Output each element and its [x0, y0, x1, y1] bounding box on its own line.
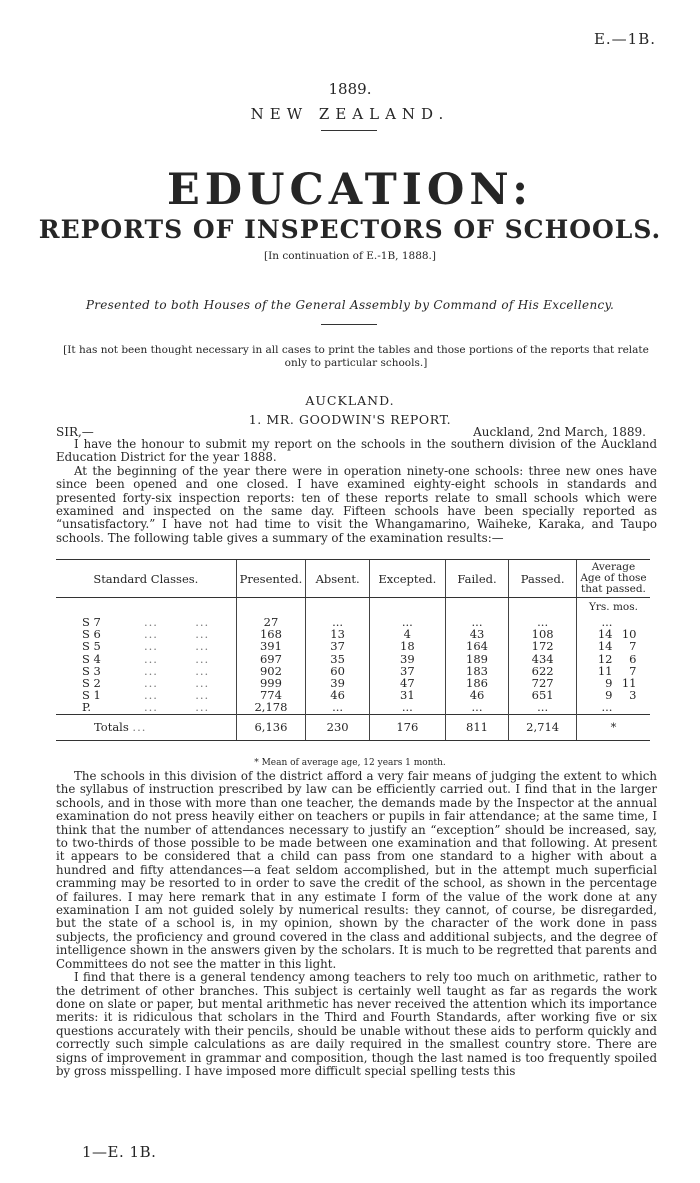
column-header: Failed.: [445, 560, 509, 598]
year-heading: 1889.: [328, 80, 372, 98]
age-cell: [576, 640, 650, 652]
age-months: 6: [629, 651, 637, 666]
table-cell: 108: [509, 628, 577, 640]
age-years: 14: [597, 627, 613, 642]
age-cell: [576, 616, 650, 628]
table-cell: 651: [509, 689, 577, 701]
table-cell: 27: [236, 616, 306, 628]
leader-dots: ... ...: [144, 676, 210, 691]
table-header-row: [56, 560, 650, 598]
column-header: Absent.: [306, 560, 370, 598]
body-text: [56, 770, 657, 1078]
paragraph: I have the honour to submit my report on the schools in the southern division of the Auckland Education District for the year 1888.: [56, 437, 657, 465]
table-cell: 189: [445, 653, 509, 665]
table-cell: 183: [445, 665, 509, 677]
continuation-note: [In continuation of E.-1B, 1888.]: [264, 250, 436, 262]
intro-text: [56, 438, 657, 545]
standard-class-label: P.: [82, 700, 92, 715]
table-cell: 46: [445, 689, 509, 701]
leader-dots: ... ...: [144, 688, 210, 703]
column-header: Presented.: [236, 560, 306, 598]
table-cell: ...: [306, 701, 370, 714]
leader-dots: ... ...: [144, 639, 210, 654]
age-years: 9: [605, 676, 613, 691]
report-heading: 1. MR. GOODWIN'S REPORT.: [248, 412, 452, 427]
age-months: 7: [629, 663, 637, 678]
table-cell: 46: [306, 689, 370, 701]
table-cell: 164: [445, 640, 509, 652]
column-header: Passed.: [509, 560, 577, 598]
age-months: 3: [629, 688, 637, 703]
page-signature: 1—E. 1B.: [82, 1143, 157, 1161]
place-date: Auckland, 2nd March, 1889.: [473, 425, 646, 439]
table-cell: ...: [445, 616, 509, 628]
table-cell: 6,136: [236, 714, 306, 740]
divider: [321, 324, 377, 325]
table-cell: 999: [236, 677, 306, 689]
table-cell: ...: [445, 701, 509, 714]
standard-class-label: S 7: [82, 615, 101, 630]
standard-class-label: S 5: [82, 639, 101, 654]
salutation: SIR,—: [56, 425, 94, 439]
totals-row: Totals ... 6,136 230 176 811 2,714 *: [56, 714, 650, 740]
presented-line: Presented to both Houses of the General Assembly by Command of His Excellency.: [85, 298, 615, 312]
table-cell: 434: [509, 653, 577, 665]
age-months: 7: [629, 639, 637, 654]
table-cell: 43: [445, 628, 509, 640]
leader-dots: ... ...: [144, 651, 210, 666]
age-years: 12: [597, 651, 613, 666]
paragraph: The schools in this division of the district afford a very fair means of judging the extent to which the syllabus of instruction prescribed by law can be efficiently carried out. I find that in the larger schools, and in those with more than one teacher, the demands made by the Inspector at the annual examination do not press heavily either on teachers or pupils in fair attendance; at the same time, I think that the number of attendances necessary to justify an “exception” should be increased, say, to two-thirds of those possible to be made between one examination and that following. At present it appears to be considered that a child can pass from one standard to a higher with about a hundred and fifty attendances—a feat seldom accomplished, but in the attempt much superficial cramming may be resorted to in order to save the credit of the school, as shown in the percentage of failures. I may here remark that in any estimate I form of the value of the work done at any examination I am not guided solely by numerical results: they cannot, of course, be disregarded, but the state of a school is, in my opinion, shown by the character of the work done in pass subjects, the proficiency and ground covered in the class and additional subjects, and the degree of intelligence shown in the answers given by the scholars. It is much to be regretted that parents and Committees do not see the matter in this light.: [56, 769, 657, 971]
table-cell: 774: [236, 689, 306, 701]
table-cell: ...: [306, 616, 370, 628]
age-cell: [576, 689, 650, 701]
standard-class-label: S 4: [82, 651, 101, 666]
table-cell: 811: [445, 714, 509, 740]
table-cell: 18: [369, 640, 445, 652]
standard-class-label: S 3: [82, 663, 101, 678]
table-units-row: [56, 598, 650, 617]
table-cell: 172: [509, 640, 577, 652]
table-cell: 37: [369, 665, 445, 677]
table-cell: 186: [445, 677, 509, 689]
age-years: ...: [601, 615, 613, 630]
standard-class-label: S 1: [82, 688, 101, 703]
results-table: [56, 559, 650, 741]
paragraph: At the beginning of the year there were in operation ninety-one schools: three new ones have since been opened and one closed. I have examined eighty-eight schools in standards and presented forty-six inspection reports: ten of these reports relate to small schools which were examined and inspected on the same day. Fifteen schools have been specially reported as “unsatisfactory.” I have not had time to visit the Whangamarino, Waiheke, Karaka, and Taupo schools. The following table gives a summary of the examination results:—: [56, 463, 657, 545]
table-cell: ...: [369, 701, 445, 714]
age-years: ...: [601, 700, 613, 715]
editorial-note: [It has not been thought necessary in all cases to print the tables and those portions of the reports that relate only to particular schools.]: [63, 344, 649, 369]
table-cell: 2,178: [236, 701, 306, 714]
leader-dots: ... ...: [144, 615, 210, 630]
page-subtitle: REPORTS OF INSPECTORS OF SCHOOLS.: [38, 215, 662, 244]
age-cell: [576, 665, 650, 677]
table-cell: 35: [306, 653, 370, 665]
table-row: [56, 701, 650, 714]
table-cell: 727: [509, 677, 577, 689]
age-cell: [576, 628, 650, 640]
table-cell: ...: [509, 616, 577, 628]
table-cell: 2,714: [509, 714, 577, 740]
age-cell: [576, 701, 650, 714]
age-cell: [576, 653, 650, 665]
age-cell: [576, 677, 650, 689]
units-label: Yrs. mos.: [576, 598, 650, 617]
standard-class-cell: [56, 701, 236, 714]
table-cell: 168: [236, 628, 306, 640]
column-header: Standard Classes.: [56, 560, 236, 598]
age-months: 11: [621, 676, 637, 691]
table-cell: ...: [509, 701, 577, 714]
table-cell: 31: [369, 689, 445, 701]
table-cell: *: [576, 714, 650, 740]
table-cell: ...: [369, 616, 445, 628]
standard-class-label: S 6: [82, 627, 101, 642]
standard-class-label: S 2: [82, 676, 101, 691]
table-cell: 176: [369, 714, 445, 740]
table-cell: 697: [236, 653, 306, 665]
district-heading: AUCKLAND.: [305, 393, 395, 408]
leader-dots: ... ...: [144, 663, 210, 678]
table-cell: 902: [236, 665, 306, 677]
table-cell: 230: [306, 714, 370, 740]
table-cell: 391: [236, 640, 306, 652]
table-cell: 60: [306, 665, 370, 677]
paragraph: I find that there is a general tendency among teachers to rely too much on arithmetic, rather to the detriment of other branches. This subject is certainly well taught as far as regards the work done on slate or paper, but mental arithmetic has never received the attention which its importance merits: it is ridiculous that scholars in the Third and Fourth Standards, after working five or six questions accurately with their pencils, should be unable without these aids to perform quickly and correctly such simple calculations as are daily required in the smallest country store. There are signs of improvement in grammar and composition, though the last named is too frequently spoiled by gross misspelling. I have imposed more difficult special spelling tests this: [56, 970, 657, 1078]
table-cell: 39: [306, 677, 370, 689]
column-header: Average Age of those that passed.: [576, 560, 650, 598]
age-years: 9: [605, 688, 613, 703]
page-title: EDUCATION:: [166, 165, 533, 215]
table-footnote: * Mean of average age, 12 years 1 month.: [254, 758, 446, 768]
table-cell: 13: [306, 628, 370, 640]
table-cell: 39: [369, 653, 445, 665]
table-cell: 622: [509, 665, 577, 677]
leader-dots: ... ...: [144, 700, 210, 715]
country-heading: NEW ZEALAND.: [250, 105, 450, 123]
table-cell: 37: [306, 640, 370, 652]
leader-dots: ... ...: [144, 627, 210, 642]
totals-label: Totals: [94, 720, 129, 734]
table-cell: 4: [369, 628, 445, 640]
document-reference: E.—1B.: [593, 30, 656, 48]
age-years: 14: [597, 639, 613, 654]
age-months: 10: [621, 627, 637, 642]
column-header: Excepted.: [369, 560, 445, 598]
table-cell: 47: [369, 677, 445, 689]
age-years: 11: [597, 663, 613, 678]
divider: [321, 130, 377, 131]
